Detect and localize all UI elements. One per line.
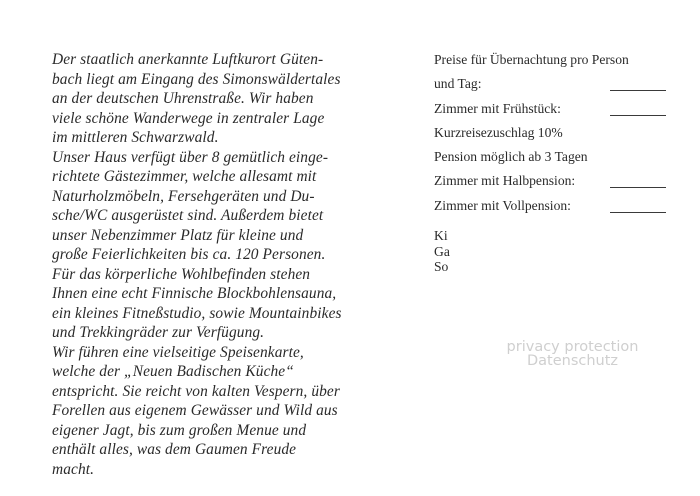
description-line: entspricht. Sie reicht von kalten Vespern, über <box>52 382 340 400</box>
watermark-line: Datenschutz <box>526 353 619 369</box>
price-label: Zimmer mit Halbpension: <box>434 173 576 189</box>
description-line: bach liegt am Eingang des Simonswäldertales <box>52 70 341 88</box>
watermark-line: privacy protection <box>506 339 639 355</box>
description-line: im mittleren Schwarzwald. <box>52 129 219 146</box>
price-row <box>434 121 684 145</box>
description-line: Forellen aus eigenem Gewässer und Wild aus <box>52 402 338 419</box>
description-line: Wir führen eine vielseitige Speisenkarte, <box>52 343 304 361</box>
description-line: welche der „Neuen Badischen Küche“ <box>52 363 294 380</box>
description-line: große Feierlichkeiten bis ca. 120 Personen. <box>52 246 326 263</box>
description-line: unser Nebenzimmer Platz für kleine und <box>52 226 304 244</box>
description-line: richtete Gästezimmer, welche allesamt mit <box>52 168 317 185</box>
description-line: macht. <box>52 460 95 478</box>
description-line: Naturholzmöbeln, Fersehgeräten und Du- <box>52 187 315 205</box>
cut-off-fragment: Ga <box>434 243 450 259</box>
price-label: Pension möglich ab 3 Tagen <box>434 149 588 165</box>
price-label: Zimmer mit Frühstück: <box>434 100 561 116</box>
description-line: an der deutschen Uhrenstraße. Wir haben <box>52 90 314 107</box>
description-line: ein kleines Fitneßstudio, sowie Mountainbikes <box>52 304 342 322</box>
description-text <box>52 50 392 479</box>
price-row <box>434 194 684 218</box>
cut-off-text <box>434 228 684 275</box>
cut-off-fragment: So <box>434 259 449 275</box>
description-line: Der staatlich anerkannte Luftkurort Güten- <box>52 51 324 68</box>
price-label: Kurzreisezuschlag 10% <box>434 124 563 140</box>
description-line: und Trekkingräder zur Verfügung. <box>52 324 265 341</box>
description-line: Unser Haus verfügt über 8 gemütlich einge- <box>52 148 329 166</box>
description-line: viele schöne Wanderwege in zentraler Lage <box>52 109 325 127</box>
price-row <box>434 72 684 96</box>
description-line: enthält alles, was dem Gaumen Freude <box>52 441 297 458</box>
price-heading: Preise für Übernachtung pro Person <box>434 52 629 67</box>
description-line: Ihnen eine echt Finnische Blockbohlensauna, <box>52 285 337 302</box>
price-label: Zimmer mit Vollpension: <box>434 197 571 213</box>
price-blank-line <box>610 187 666 188</box>
price-blank-line <box>610 212 666 213</box>
price-row <box>434 97 684 121</box>
description-line: sche/WC ausgerüstet sind. Außerdem bietet <box>52 207 324 224</box>
price-row <box>434 145 684 169</box>
price-row <box>434 169 684 193</box>
price-label: und Tag: <box>434 76 482 92</box>
price-blank-line <box>610 90 666 91</box>
cut-off-fragment: Ki <box>434 228 448 244</box>
price-list <box>434 48 684 275</box>
price-blank-line <box>610 115 666 116</box>
description-line: eigener Jagt, bis zum großen Menue und <box>52 421 307 439</box>
privacy-watermark <box>480 340 665 368</box>
description-line: Für das körperliche Wohlbefinden stehen <box>52 265 311 283</box>
